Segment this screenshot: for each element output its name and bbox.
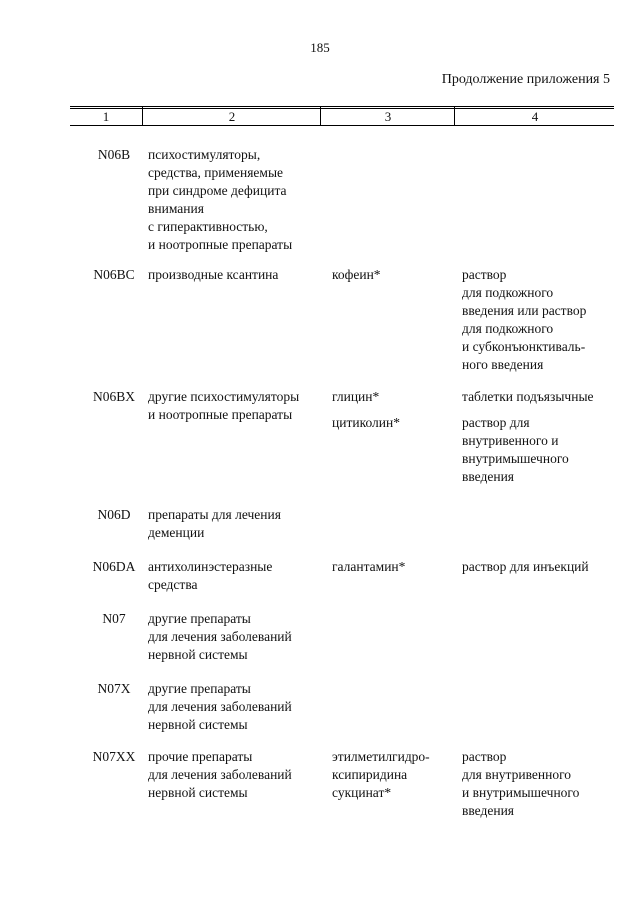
group-name-line: психостимуляторы, <box>148 147 261 162</box>
atc-code: N06B <box>97 147 131 162</box>
group-name-line: антихолинэстеразные <box>148 559 273 574</box>
group-name-line: деменции <box>148 525 205 540</box>
column-header-2: 2 <box>142 106 321 126</box>
drug-name-line: галантамин* <box>332 559 406 574</box>
group-name-line: нервной системы <box>148 647 248 662</box>
dosage-forms <box>462 748 622 820</box>
group-name-line: производные ксантина <box>148 267 279 282</box>
drug-name-line: этилметилгидро- <box>332 749 430 764</box>
dosage-form-line: раствор <box>462 749 507 764</box>
dosage-form-line: таблетки подъязычные <box>462 389 594 404</box>
dosage-form-line: ного введения <box>462 357 544 372</box>
atc-code: N06D <box>97 507 131 522</box>
group-name <box>148 748 328 802</box>
dosage-form-item <box>462 558 622 576</box>
group-name-line: другие препараты <box>148 611 251 626</box>
continuation-heading: Продолжение приложения 5 <box>441 72 610 87</box>
group-name <box>148 266 328 284</box>
group-name-line: средства, применяемые <box>148 165 284 180</box>
dosage-form-item <box>462 266 622 374</box>
group-name <box>148 146 328 254</box>
group-name-line: для лечения заболеваний <box>148 699 292 714</box>
column-header-4: 4 <box>454 106 615 126</box>
drug-item <box>332 748 456 802</box>
drug-name-line: ксипиридина <box>332 767 408 782</box>
drug-names <box>332 748 456 802</box>
group-name <box>148 680 328 734</box>
atc-code: N06BX <box>92 389 135 404</box>
dosage-forms <box>462 388 622 486</box>
drug-name-line: цитиколин* <box>332 415 400 430</box>
group-name-line: при синдроме дефицита <box>148 183 287 198</box>
atc-code: N07XX <box>92 749 136 764</box>
dosage-form-line: внутримышечного <box>462 451 569 466</box>
drug-item <box>332 266 456 284</box>
dosage-form-line: и внутримышечного <box>462 785 580 800</box>
group-name-line: другие психостимуляторы <box>148 389 300 404</box>
group-name-line: нервной системы <box>148 717 248 732</box>
page-number: 185 <box>310 40 330 55</box>
group-name-line: препараты для лечения <box>148 507 281 522</box>
dosage-form-line: введения или раствор <box>462 303 587 318</box>
column-header-1: 1 <box>102 109 110 124</box>
drug-names <box>332 558 456 576</box>
header-bottom-rule <box>70 125 614 126</box>
atc-code: N06BC <box>93 267 135 282</box>
group-name <box>148 558 328 594</box>
dosage-form-line: раствор для инъекций <box>462 559 589 574</box>
drug-name-line: кофеин* <box>332 267 381 282</box>
column-header-3: 3 <box>320 106 455 126</box>
group-name-line: с гиперактивностью, <box>148 219 268 234</box>
group-name-line: прочие препараты <box>148 749 253 764</box>
dosage-form-line: внутривенного и <box>462 433 559 448</box>
group-name-line: нервной системы <box>148 785 248 800</box>
group-name-line: средства <box>148 577 198 592</box>
group-name <box>148 388 328 424</box>
group-name-line: и ноотропные препараты <box>148 407 293 422</box>
dosage-form-line: для внутривенного <box>462 767 572 782</box>
dosage-form-line: введения <box>462 803 515 818</box>
dosage-form-item <box>462 414 622 486</box>
atc-code: N07 <box>102 611 126 626</box>
dosage-form-item <box>462 388 622 406</box>
drug-item <box>332 388 456 406</box>
atc-code: N06DA <box>92 559 136 574</box>
drug-item <box>332 558 456 576</box>
drug-name-line: глицин* <box>332 389 380 404</box>
group-name-line: и ноотропные препараты <box>148 237 293 252</box>
dosage-form-line: введения <box>462 469 515 484</box>
dosage-form-item <box>462 748 622 820</box>
group-name <box>148 506 328 542</box>
dosage-form-line: для подкожного <box>462 285 554 300</box>
dosage-form-line: и субконъюнктиваль- <box>462 339 586 354</box>
table-header <box>70 106 614 126</box>
dosage-forms <box>462 266 622 374</box>
dosage-forms <box>462 558 622 576</box>
dosage-form-line: раствор для <box>462 415 530 430</box>
group-name-line: для лечения заболеваний <box>148 629 292 644</box>
atc-code: N07X <box>97 681 131 696</box>
drug-item <box>332 414 456 432</box>
drug-names <box>332 266 456 284</box>
group-name <box>148 610 328 664</box>
dosage-form-line: раствор <box>462 267 507 282</box>
group-name-line: для лечения заболеваний <box>148 767 292 782</box>
group-name-line: внимания <box>148 201 204 216</box>
group-name-line: другие препараты <box>148 681 251 696</box>
dosage-form-line: для подкожного <box>462 321 554 336</box>
drug-name-line: сукцинат* <box>332 785 392 800</box>
drug-names <box>332 388 456 432</box>
